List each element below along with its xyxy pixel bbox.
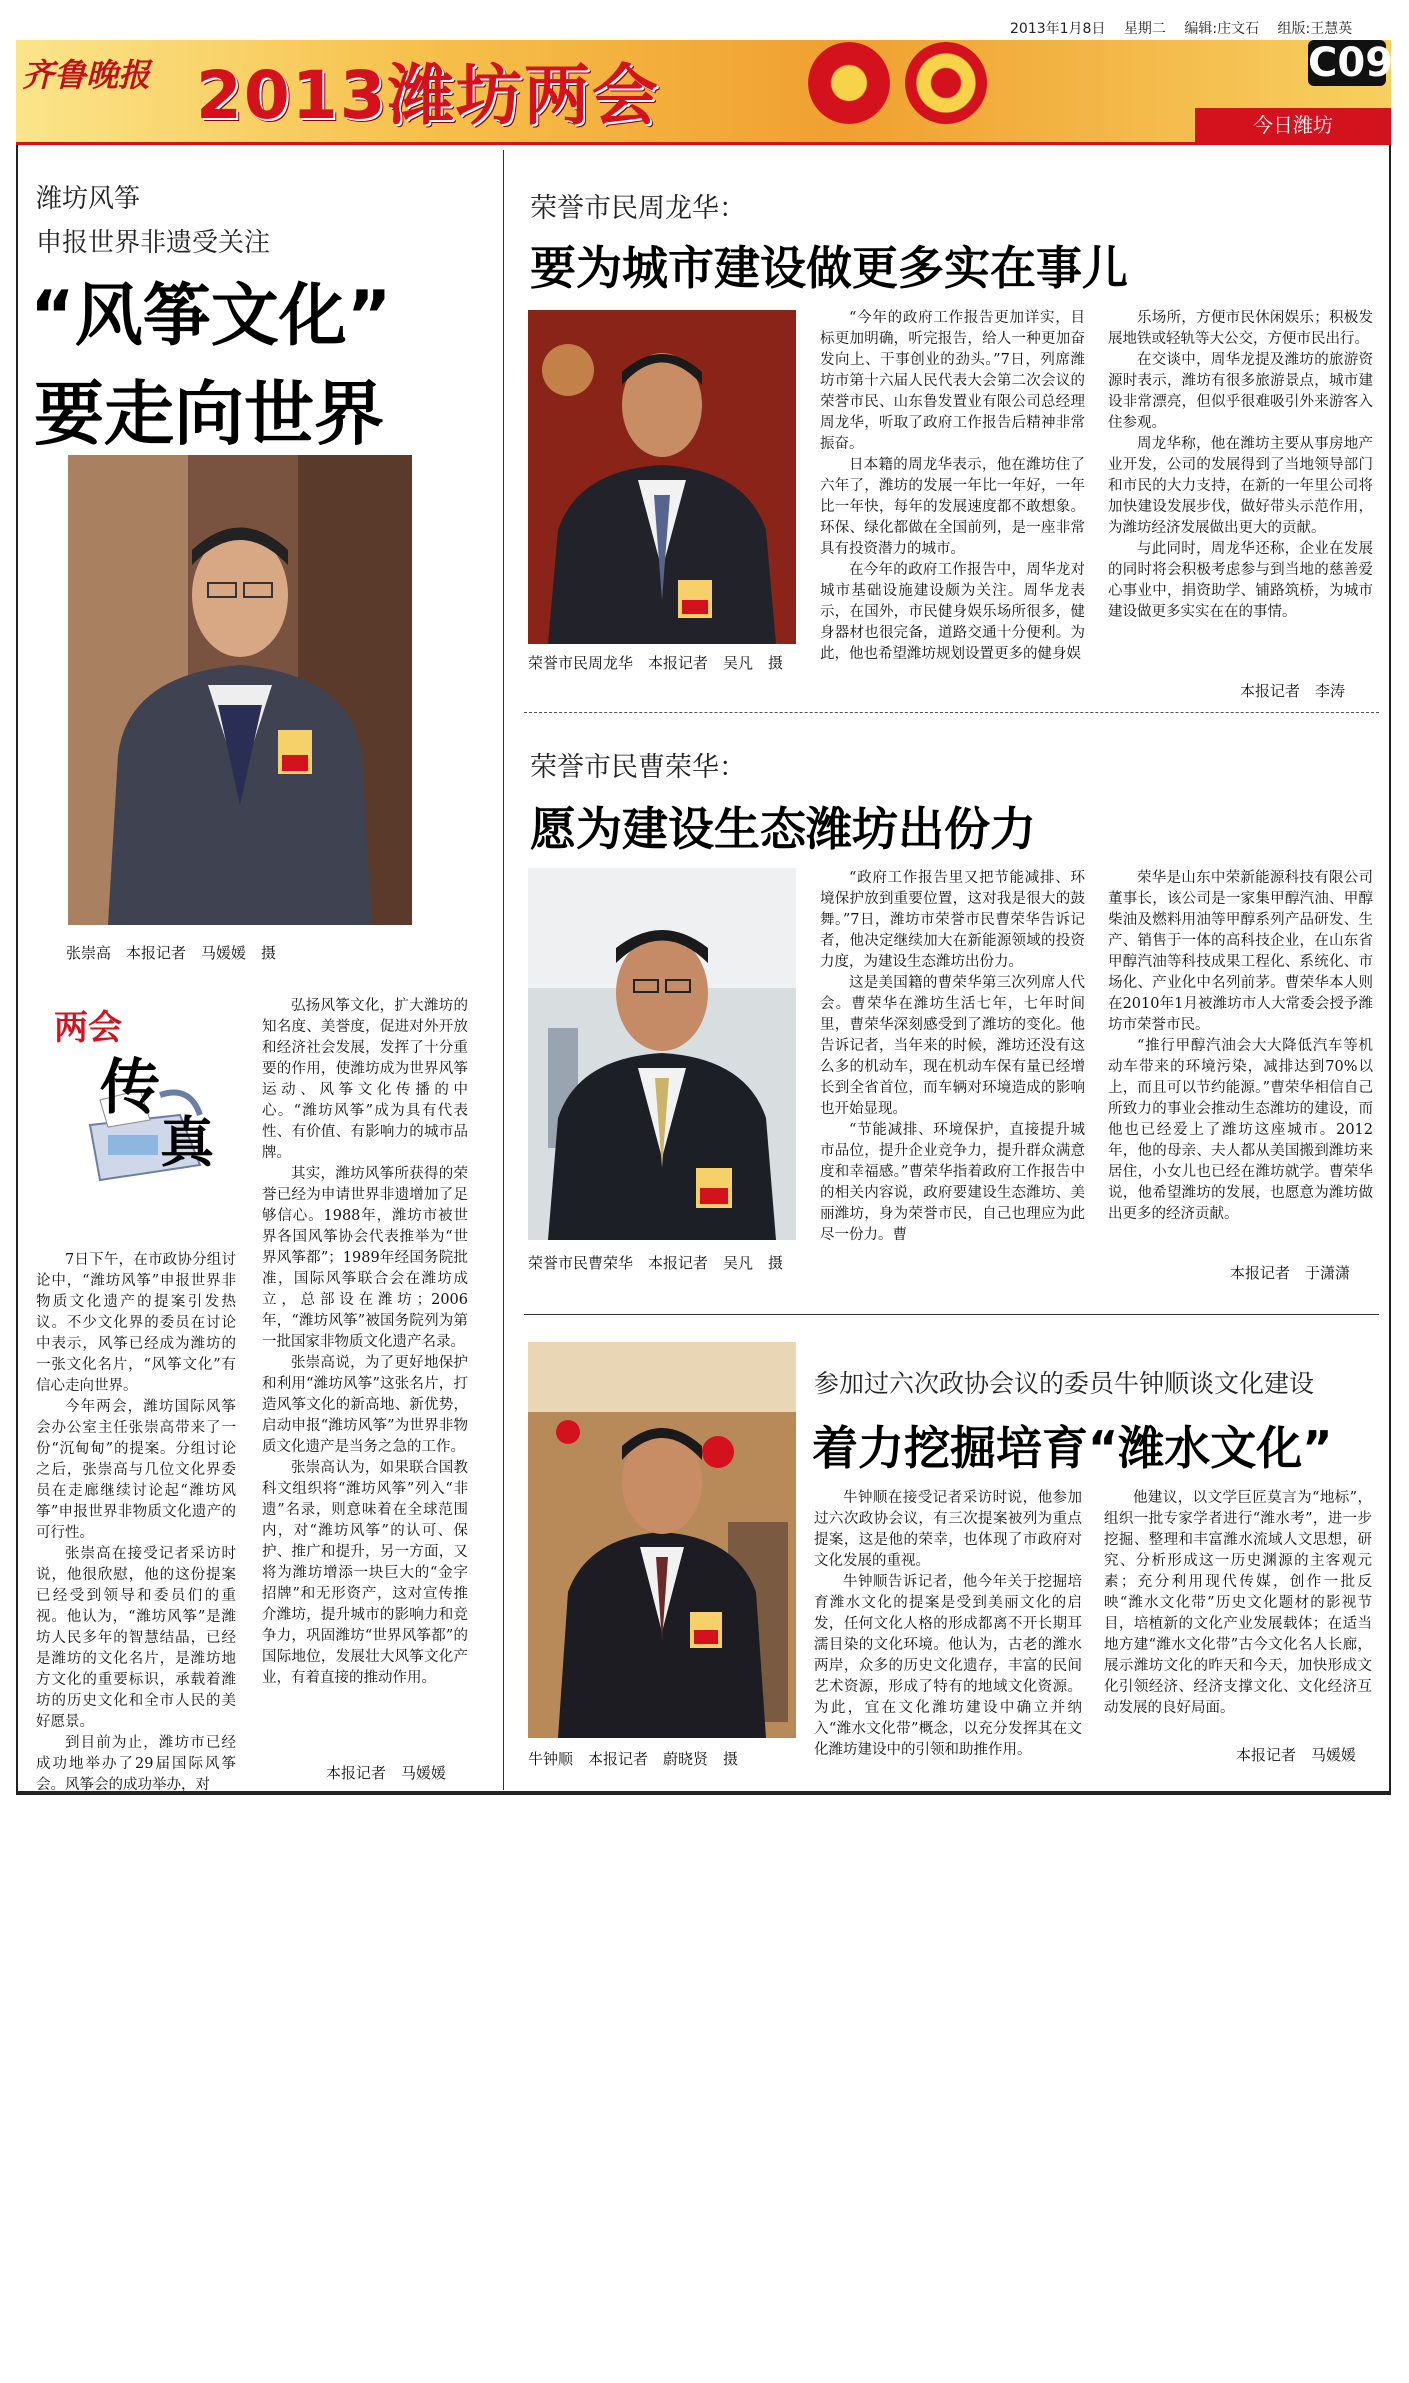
story1-headline: 要为城市建设做更多实在事儿 — [530, 241, 1128, 295]
page-number: C09 — [1308, 40, 1394, 86]
story2-kicker: 荣誉市民曹荣华： — [530, 752, 746, 783]
paragraph: “今年的政府工作报告更加详实，目标更加明确，听完报告，给人一种更加奋发向上、干事创业的劲头。”7日，列席潍坊市第十六届人民代表大会第二次会议的荣誉市民、山东鲁发置业有限公司总经理周龙华，听取了政府工作报告后精神非常振奋。 — [820, 310, 1085, 452]
paragraph: 周龙华称，他在潍坊主要从事房地产业开发，公司的发展得到了当地领导部门和市民的大力支持，在新的一年里公司将加快建设发展步伐，做好带头示范作用，为潍坊经济发展做出更大的贡献。 — [1108, 436, 1373, 536]
paragraph: 7日下午，在市政协分组讨论中，“潍坊风筝”申报世界非物质文化遗产的提案引发热议。不少文化界的委员在讨论中表示，风筝已经成为潍坊的一张文化名片，“风筝文化”有信心走向世界。 — [36, 1252, 236, 1394]
paragraph: 到目前为止，潍坊市已经成功地举办了29届国际风筝会。风筝会的成功举办，对 — [36, 1735, 236, 1793]
paragraph: 张崇高说，为了更好地保护和利用“潍坊风筝”这张名片，打造风筝文化的新高地、新优势，启动申报“潍坊风筝”为世界非物质文化遗产是当务之急的工作。 — [262, 1355, 468, 1455]
paragraph: 在今年的政府工作报告中，周华龙对城市基础设施建设颇为关注。周华龙表示，在国外，市民健身娱乐场所很多，健身器材也很完备，道路交通十分便利。为此，他也希望潍坊规划设置更多的健身娱 — [820, 562, 1085, 662]
paragraph: 张崇高认为，如果联合国教科文组织将“潍坊风筝”列入“非遗”名录，则意味着在全球范围内，对“潍坊风筝”的认可、保护、推广和提升，另一方面，又将为潍坊增添一块巨大的“金字招牌”和无形资产，这对宣传推介潍坊，提升城市的影响力和竞争力，巩固潍坊“世界风筝都”的国际地位，发展壮大风筝文化产业，有着直接的推动作用。 — [262, 1460, 468, 1686]
story2-col-b — [1108, 868, 1373, 1258]
left-story-byline: 本报记者 马媛媛 — [326, 1764, 447, 1782]
column-divider — [503, 150, 504, 1790]
left-story-col-b — [262, 996, 468, 1756]
paragraph: 乐场所，方便市民休闲娱乐；积极发展地铁或轻轨等大公交，方便市民出行。 — [1108, 310, 1373, 347]
issue-weekday: 星期二 — [1123, 21, 1166, 37]
story3-headline: 着力挖掘培育“潍水文化” — [812, 1421, 1333, 1475]
paragraph: 张崇高在接受记者采访时说，他很欣慰，他的这份提案已经受到领导和委员们的重视。他认为，“潍坊风筝”是潍坊人民多年的智慧结晶，已经是潍坊的文化名片，是潍坊地方文化的重要标识，承载着潍坊的历史文化和全市人民的美好愿景。 — [36, 1546, 236, 1730]
paragraph: “节能减排、环境保护，直接提升城市品位，提升企业竞争力，提升群众满意度和幸福感。”曹荣华指着政府工作报告中的相关内容说，政府要建设生态潍坊、美丽潍坊，身为荣誉市民，自己也理应为此尽一份力。曹 — [820, 1122, 1085, 1243]
fax-badge-text-2: 传 — [100, 1053, 160, 1123]
story1-kicker: 荣誉市民周龙华： — [530, 193, 746, 224]
paragraph: “推行甲醇汽油会大大降低汽车等机动车带来的环境污染，减排达到70%以上，而且可以节约能源。”曹荣华相信自己所致力的事业会推动生态潍坊的建设，而他也已经爱上了潍坊这座城市。2012年，他的母亲、夫人都从美国搬到潍坊来居住，小女儿也已经在潍坊就学。曹荣华说，他希望潍坊的发展，也愿意为潍坊做出更多的经济贡献。 — [1108, 1038, 1373, 1222]
story3-byline: 本报记者 马媛媛 — [1236, 1746, 1357, 1764]
story3-col-a — [814, 1488, 1082, 1778]
fax-badge-text-1: 两会 — [54, 1008, 122, 1048]
editor-credit: 编辑:庄文石 — [1184, 21, 1260, 37]
story1-col-a — [820, 308, 1085, 702]
paragraph: 牛钟顺告诉记者，他今年关于挖掘培育潍水文化的提案是受到美丽文化的启发，任何文化人格的形成都离不开长期耳濡目染的文化环境。他认为，古老的潍水两岸，众多的历史文化遗存，丰富的民间艺术资源，形成了特有的地域文化资源。为此，宜在文化潍坊建设中确立并纳入“潍水文化带”概念，以充分发挥其在文化潍坊建设中的引领和助推作用。 — [814, 1574, 1082, 1758]
left-kicker-1: 潍坊风筝 — [36, 184, 141, 214]
story3-photo-caption: 牛钟顺 本报记者 蔚晓贤 摄 — [528, 1750, 739, 1768]
photo-zhou-longhua — [528, 310, 796, 644]
paragraph: 与此同时，周龙华还称，企业在发展的同时将会积极考虑参与到当地的慈善爱心事业中，捐资助学、铺路筑桥，为城市建设做更多实实在在的事情。 — [1108, 541, 1373, 620]
story2-headline: 愿为建设生态潍坊出份力 — [530, 802, 1036, 856]
national-emblem-icon — [808, 42, 890, 124]
issue-date: 2013年1月8日 — [1010, 21, 1106, 37]
paragraph: 今年两会，潍坊国际风筝会办公室主任张崇高带来了一份“沉甸甸”的提案。分组讨论之后，张崇高与几位文化界委员在走廊继续讨论起“潍坊风筝”申报世界非物质文化遗产的可行性。 — [36, 1399, 236, 1541]
story2-photo-caption: 荣誉市民曹荣华 本报记者 吴凡 摄 — [528, 1254, 784, 1272]
story3-kicker: 参加过六次政协会议的委员牛钟顺谈文化建设 — [814, 1369, 1315, 1398]
story-separator — [524, 712, 1379, 713]
story3-col-b — [1104, 1488, 1372, 1742]
masthead-meta — [1010, 18, 1366, 38]
photo-niu-zhongshun — [528, 1342, 796, 1738]
left-story-col-a — [36, 1250, 236, 1793]
left-headline-2: 要走向世界 — [34, 373, 384, 455]
paragraph: 这是美国籍的曹荣华第三次列席人代会。曹荣华在潍坊生活七年，七年时间里，曹荣华深刻感受到了潍坊的变化。他告诉记者，当年来的时候，潍坊还没有这么多的机动车，现在机动车保有量已经增长到全省首位，而车辆对环境造成的影响也开始显现。 — [820, 975, 1085, 1117]
paragraph: “政府工作报告里又把节能减排、环境保护放到重要位置，这对我是很大的鼓舞。”7日，潍坊市荣誉市民曹荣华告诉记者，他决定继续加大在新能源领域的投资力度，为建设生态潍坊出份力。 — [820, 870, 1085, 970]
paragraph: 荣华是山东中荣新能源科技有限公司董事长，该公司是一家集甲醇汽油、甲醇柴油及燃料用油等甲醇系列产品研发、生产、销售于一体的高科技企业，在山东省甲醇汽油等科技成果工程化、系统化、市场化、产业化中名列前茅。曹荣华本人则在2010年1月被潍坊市人大常委会授予潍坊市荣誉市民。 — [1108, 870, 1373, 1033]
paragraph: 日本籍的周龙华表示，他在潍坊住了六年了，潍坊的发展一年比一年好，一年比一年快，每年的发展速度都不敢想象。环保、绿化都做在全国前列，是一座非常具有投资潜力的城市。 — [820, 457, 1085, 557]
story1-byline: 本报记者 李涛 — [1240, 682, 1346, 700]
cppcc-emblem-icon — [905, 42, 987, 124]
paper-logo: 齐鲁晚报 — [22, 56, 151, 94]
paragraph: 其实，潍坊风筝所获得的荣誉已经为申请世界非遗增加了足够信心。1988年，潍坊市被世界各国风筝协会代表推举为“世界风筝都”；1989年经国务院批准，国际风筝联合会在潍坊成立，总部设在潍坊；2006年，“潍坊风筝”被国务院列为第一批国家非物质文化遗产名录。 — [262, 1166, 468, 1350]
paragraph: 他建议，以文学巨匠莫言为“地标”，组织一批专家学者进行“潍水考”，进一步挖掘、整理和丰富潍水流域人文思想，研究、分析形成这一历史渊源的主客观元素；充分利用现代传媒，创作一批反映“潍水文化带”历史文化题材的影视节目，培植新的文化产业发展载体；在适当地方建“潍水文化带”古今文化名人长廊，展示潍坊文化的昨天和今天，加快形成文化引领经济、经济支撑文化、文化经济互动发展的良好局面。 — [1104, 1490, 1372, 1716]
story1-col-b — [1108, 308, 1373, 672]
story2-byline: 本报记者 于潇潇 — [1230, 1264, 1351, 1282]
story-separator — [524, 1314, 1379, 1315]
left-kicker-2: 申报世界非遗受关注 — [36, 228, 271, 258]
photo-zhang-chonggao — [68, 455, 412, 925]
layout-credit: 组版:王慧英 — [1277, 21, 1353, 37]
paragraph: 牛钟顺在接受记者采访时说，他参加过六次政协会议，有三次提案被列为重点提案，这是他的荣幸，也体现了市政府对文化发展的重视。 — [814, 1490, 1082, 1569]
story1-photo-caption: 荣誉市民周龙华 本报记者 吴凡 摄 — [528, 654, 784, 672]
fax-badge-text-3: 真 — [160, 1111, 214, 1174]
paragraph: 弘扬风筝文化，扩大潍坊的知名度、美誉度，促进对外开放和经济社会发展，发挥了十分重要的作用，使潍坊成为世界风筝运动、风筝文化传播的中心。“潍坊风筝”成为具有代表性、有价值、有影响力的城市品牌。 — [262, 998, 468, 1161]
story2-col-a — [820, 868, 1085, 1288]
section-banner-title: 2013潍坊两会 — [196, 57, 660, 134]
photo-cao-ronghua — [528, 868, 796, 1240]
left-headline-1: “风筝文化” — [30, 277, 392, 356]
left-photo-caption: 张崇高 本报记者 马媛媛 摄 — [66, 944, 277, 962]
section-tag: 今日潍坊 — [1195, 108, 1391, 142]
paragraph: 在交谈中，周华龙提及潍坊的旅游资源时表示，潍坊有很多旅游景点，城市建设非常漂亮，但似乎很难吸引外来游客入住参观。 — [1108, 352, 1373, 431]
